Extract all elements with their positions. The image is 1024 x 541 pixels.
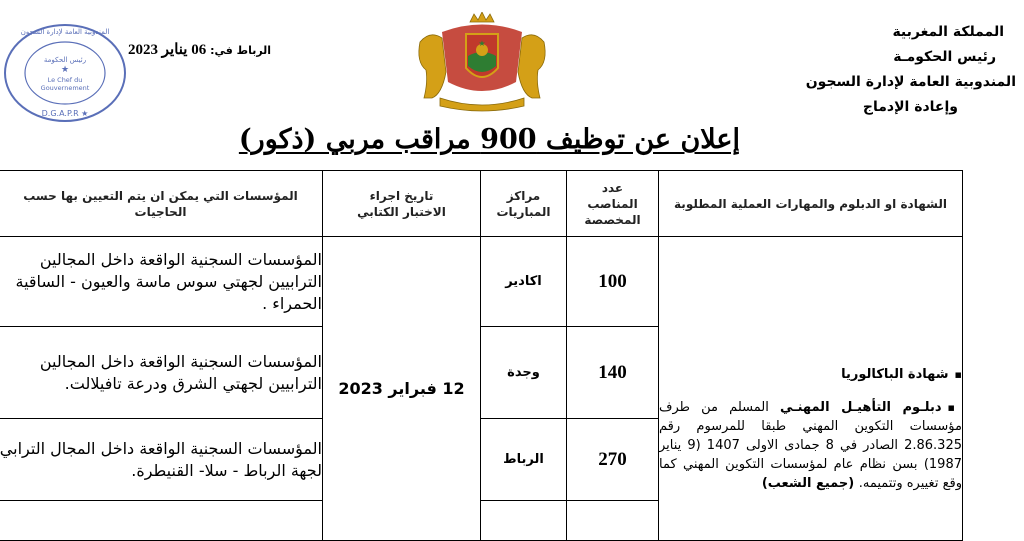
row-center: الرباط xyxy=(481,419,567,501)
row-count: 140 xyxy=(567,327,659,419)
header-count: عدد المناصب المخصصة xyxy=(567,171,659,237)
svg-text:D.G.A.P.R ★: D.G.A.P.R ★ xyxy=(41,109,89,118)
qualification-item-2: ▪ دبلـوم التأهيـل المهنـي المسلم من طرف مؤسسات التكوين المهني طبقا للمرسوم رقم 2.86.325 الصادر في 8 جمادى الاولى 1407 (9 يناير 1987) بسن نظام عام لمؤسسات التكوين المهني كما وقع تغييره وتتميمه. (جميع الشعب) xyxy=(659,398,962,493)
header-center: مراكز المباريات xyxy=(481,171,567,237)
table-row xyxy=(0,237,963,327)
svg-text:★: ★ xyxy=(60,65,70,75)
row-institutions: المؤسسات السجنية الواقعة داخل المجالين الترابيين لجهتي الشرق ودرعة تافيلالت. xyxy=(0,327,323,419)
delegation-line-2: وإعادة الإدماج xyxy=(862,99,958,115)
document-date xyxy=(128,40,271,59)
issuer-header xyxy=(806,20,1016,120)
kingdom-line: المملكة المغربية xyxy=(892,24,1004,40)
svg-text:المندوبية العامة لإدارة السجون: المندوبية العامة لإدارة السجون xyxy=(20,28,110,36)
svg-text:Gouvernement: Gouvernement xyxy=(40,84,90,92)
qualification-item-1: ▪ شهادة الباكالوريا xyxy=(659,365,962,384)
exam-date-cell: 12 فبراير 2023 xyxy=(323,237,481,541)
moroccan-coat-of-arms-emblem xyxy=(412,12,552,112)
svg-text:رئيس الحكومة: رئيس الحكومة xyxy=(43,56,87,64)
date-label: الرباط في: xyxy=(210,44,272,57)
svg-text:★: ★ xyxy=(478,39,486,48)
row-institutions: المؤسسات السجنية الواقعة داخل المجال الترابي لجهة الرباط - سلا- القنيطرة. xyxy=(0,419,323,501)
header-qualification: الشهادة او الدبلوم والمهارات العملية المطلوبة xyxy=(659,171,963,237)
header-institutions: المؤسسات التي يمكن ان يتم التعيين بها حسب الحاجيات xyxy=(0,171,323,237)
qualification-cell xyxy=(659,237,963,541)
row-institutions: المؤسسات السجنية الواقعة داخل المجالين الترابيين لجهتي سوس ماسة والعيون - الساقية الحمراء . xyxy=(0,237,323,327)
head-of-government-line: رئيس الحكومـة xyxy=(893,49,996,65)
date-value: 06 يناير 2023 xyxy=(128,42,207,58)
header-date: تاريخ اجراء الاختبار الكتابي xyxy=(323,171,481,237)
row-count: 270 xyxy=(567,419,659,501)
official-stamp xyxy=(0,18,130,128)
page-title: إعلان عن توظيف 900 مراقب مربي (ذكور) xyxy=(238,124,740,155)
recruitment-table xyxy=(0,170,963,541)
row-count: 100 xyxy=(567,237,659,327)
table-header-row xyxy=(0,171,963,237)
row-center: اكادير xyxy=(481,237,567,327)
delegation-line-1: المندوبية العامة لإدارة السجون xyxy=(805,74,1016,90)
row-center: وجدة xyxy=(481,327,567,419)
svg-text:Le Chef du: Le Chef du xyxy=(47,76,83,84)
